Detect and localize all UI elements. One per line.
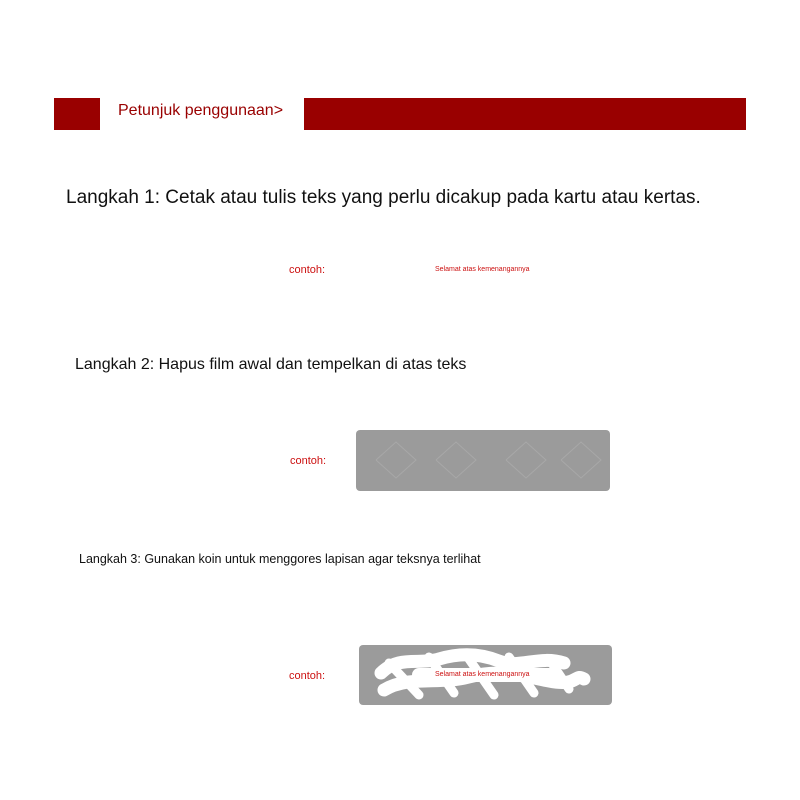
scratch-sticker-scratched (359, 645, 612, 705)
header-title: Petunjuk penggunaan> (118, 102, 284, 119)
header-bar-right (304, 98, 746, 130)
revealed-text: Selamat atas kemenangannya (435, 671, 530, 678)
scratch-sticker-covered (356, 430, 610, 491)
card-printed-text: Selamat atas kemenangannya (435, 266, 530, 273)
step-3-text: Langkah 3: Gunakan koin untuk menggores lapisan agar teksnya terlihat (79, 552, 481, 566)
header-bar-left (54, 98, 100, 130)
sticker-diamond-pattern (356, 430, 610, 491)
example-label-3: contoh: (289, 670, 326, 682)
example-label-2: contoh: (290, 455, 327, 467)
example-label-1: contoh: (289, 264, 326, 276)
step-2-text: Langkah 2: Hapus film awal dan tempelkan di atas teks (75, 356, 467, 373)
step-1-text: Langkah 1: Cetak atau tulis teks yang perlu dicakup pada kartu atau kertas. (66, 187, 701, 208)
